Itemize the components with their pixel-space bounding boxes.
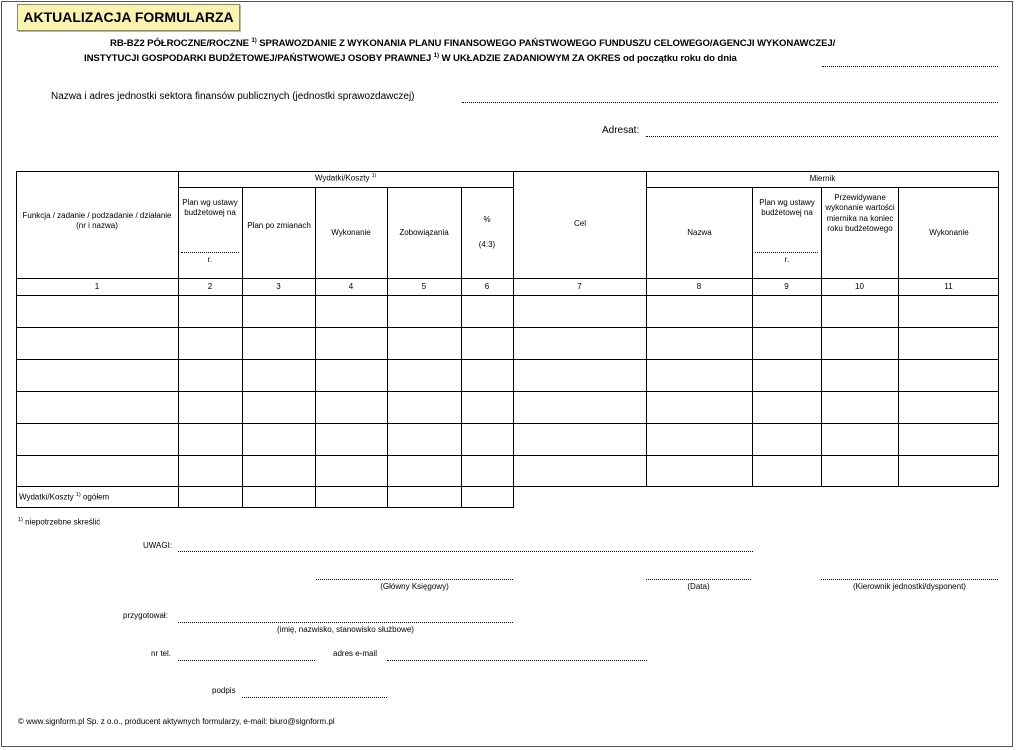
signature-label: podpis — [212, 686, 236, 695]
col-number: 8 — [696, 282, 702, 291]
expenses-group-header: Wydatki/Koszty $^{1)}$ — [314, 173, 377, 183]
unit-name-field[interactable] — [462, 91, 998, 103]
table-group-rule — [178, 187, 513, 188]
unit-name-label: Nazwa i adres jednostki sektora finansów publicznych (jednostki sprawozdawczej) — [51, 91, 415, 102]
table-row-rule — [16, 423, 999, 424]
remarks-label: UWAGI: — [143, 541, 173, 550]
report-title-line2: INSTYTUCJI GOSPODARKI BUDŻETOWEJ/PAŃSTWOWEJ OSOBY PRAWNEJ $^{1)}$ W UKŁADZIE ZADANIOWYM ZA OKRES od początku roku do dnia — [84, 53, 737, 65]
report-title-line1: RB-BZ2 PÓŁROCZNE/ROCZNE $^{1)}$ SPRAWOZDANIE Z WYKONANIA PLANU FINANSOWEGO PAŃSTWOWEGO FUNDUSZU CELOWEGO/AGENCJI WYKONAWCZEJ/ — [110, 38, 836, 50]
table-col-rule — [178, 171, 179, 508]
date-label: (Data) — [687, 582, 710, 591]
footnote: $^{1)}$ niepotrzebne skreślić — [18, 517, 101, 527]
col-number: 6 — [484, 282, 490, 291]
table-col-rule — [821, 187, 822, 487]
col1-header: Funkcja / zadanie / podzadanie / działanie (nr i nazwa) — [22, 211, 172, 231]
col7-header: Cel — [573, 219, 586, 228]
table-row-rule — [16, 391, 999, 392]
col-number: 11 — [944, 282, 953, 291]
table-row-rule — [16, 327, 999, 328]
addressee-field[interactable] — [646, 125, 998, 137]
col9-year-suffix: r. — [784, 255, 790, 264]
col-number: 3 — [276, 282, 281, 291]
col4-header: Wykonanie — [331, 228, 371, 237]
prepared-by-hint: (imię, nazwisko, stanowisko służbowe) — [277, 625, 414, 634]
prepared-by-label: przygotował: — [123, 611, 168, 620]
col3-header: Plan po zmianach — [247, 221, 311, 230]
report-date-field[interactable] — [822, 55, 998, 67]
chief-accountant-field[interactable] — [316, 569, 513, 580]
measure-group-header: Miernik — [809, 174, 836, 183]
col-number: 5 — [421, 282, 427, 291]
phone-label: nr tel. — [151, 649, 172, 658]
col11-header: Wykonanie — [929, 228, 969, 237]
table-number-rule — [16, 295, 999, 296]
table-col-rule — [752, 187, 753, 487]
date-field[interactable] — [646, 569, 751, 580]
table-col-rule — [242, 187, 243, 508]
phone-field[interactable] — [178, 650, 315, 661]
table-row-rule — [16, 455, 999, 456]
manager-label: (Kierownik jednostki/dysponent) — [853, 582, 966, 591]
col5-header: Zobowiązania — [399, 228, 449, 237]
col2-header: Plan wg ustawy budżetowej na — [182, 198, 238, 218]
col9-year-field[interactable] — [755, 252, 818, 253]
total-row-label: Wydatki/Koszty $^{1)}$ ogółem — [19, 492, 110, 502]
col6-header: % — [483, 215, 491, 224]
table-row-rule — [16, 359, 999, 360]
prepared-by-field[interactable] — [178, 612, 513, 623]
table-group-rule — [646, 187, 999, 188]
col-number: 10 — [855, 282, 864, 291]
table-col-rule — [461, 187, 462, 508]
col8-header: Nazwa — [687, 228, 712, 237]
email-field[interactable] — [387, 650, 647, 661]
signature-field[interactable] — [242, 687, 387, 698]
manager-field[interactable] — [821, 569, 998, 580]
table-header-rule — [16, 278, 999, 279]
copyright-footer: © www.signform.pl Sp. z o.o., producent aktywnych formularzy, e-mail: biuro@signform.pl — [18, 717, 335, 726]
col-number: 9 — [784, 282, 789, 291]
col2-year-suffix: r. — [207, 255, 213, 264]
col-number: 4 — [348, 282, 354, 291]
addressee-label: Adresat: — [602, 125, 640, 136]
col2-year-field[interactable] — [181, 252, 239, 253]
col-number: 7 — [577, 282, 582, 291]
col-number: 1 — [94, 282, 100, 291]
col10-header: Przewidywane wykonanie wartości miernika na koniec roku budżetowego — [825, 193, 895, 234]
table-col-rule — [646, 171, 647, 487]
update-form-button[interactable]: AKTUALIZACJA FORMULARZA — [17, 4, 240, 31]
col-number: 2 — [207, 282, 213, 291]
email-label: adres e-mail — [333, 649, 378, 658]
remarks-field[interactable] — [178, 541, 753, 552]
col9-header: Plan wg ustawy budżetowej na — [759, 198, 815, 218]
col6-formula: (4:3) — [478, 240, 496, 249]
chief-accountant-label: (Główny Księgowy) — [380, 582, 449, 591]
